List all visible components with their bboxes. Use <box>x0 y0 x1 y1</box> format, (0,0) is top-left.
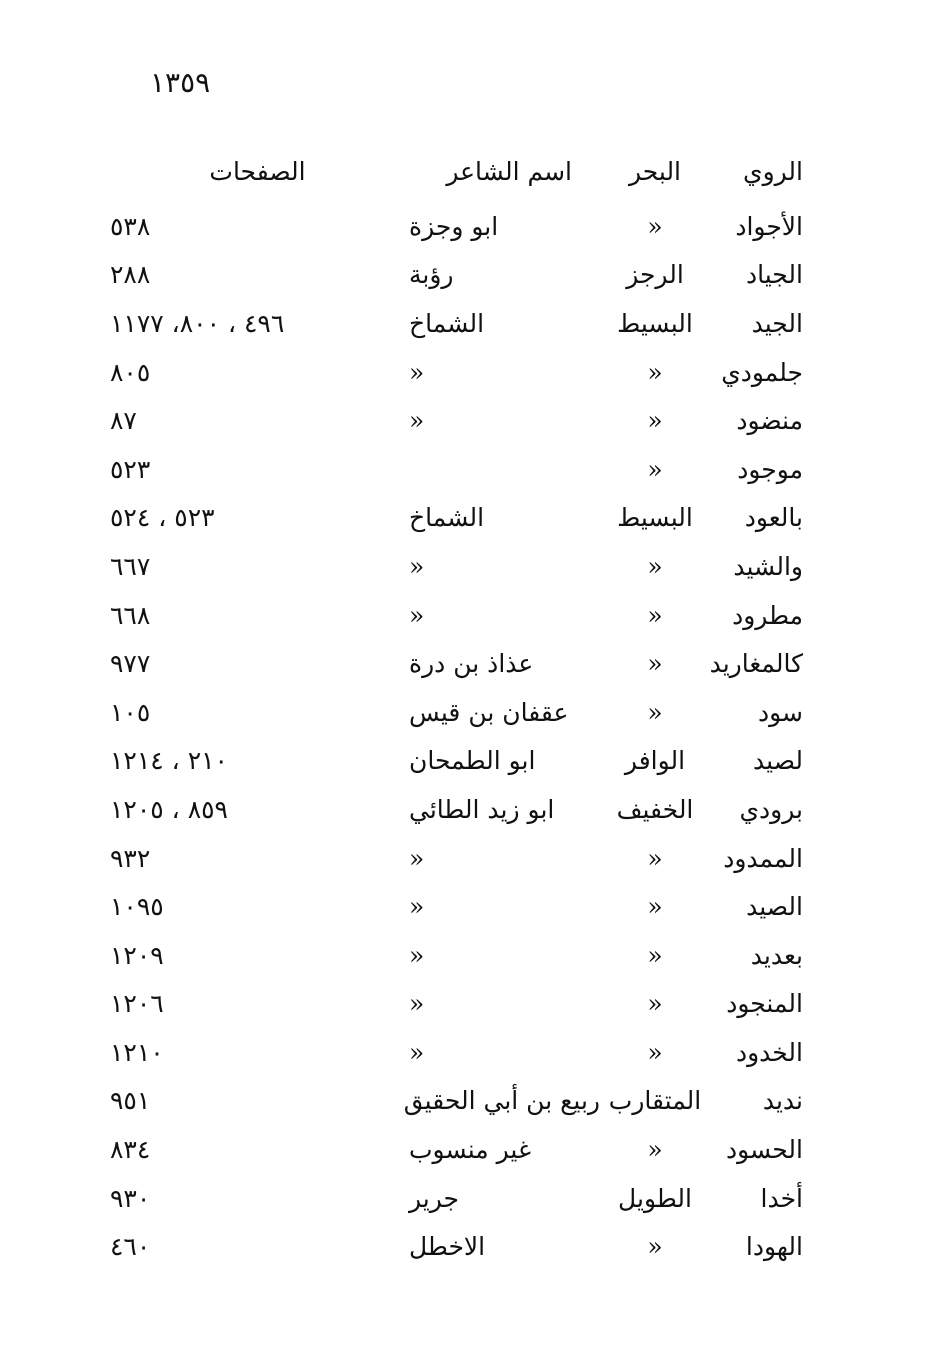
table-row <box>110 1125 815 1174</box>
pages-cell: ١٢١٠ <box>110 1037 164 1067</box>
table-row <box>110 1174 815 1223</box>
table-row <box>110 834 815 883</box>
meter-cell: البسيط <box>617 503 693 533</box>
pages-cell: ١٠٩٥ <box>110 892 164 922</box>
meter-cell: « <box>647 551 663 581</box>
meter-cell: « <box>647 406 663 436</box>
pages-cell: ٩٣٢ <box>110 843 151 873</box>
rawi-cell: أخدا <box>760 1183 803 1213</box>
table-row <box>110 542 815 591</box>
meter-cell: البسيط <box>617 308 693 338</box>
poet-cell: ربيع بن أبي الحقيق <box>403 1086 600 1116</box>
table-row <box>110 1222 815 1271</box>
rawi-cell: كالمغاريد <box>709 649 803 679</box>
rawi-cell: الحسود <box>725 1135 803 1165</box>
pages-cell: ١٠٥ <box>110 697 151 727</box>
pages-cell: ٥٢٣ <box>110 454 151 484</box>
header-poet: اسم الشاعر <box>446 156 572 186</box>
pages-cell: ٩٧٧ <box>110 649 151 679</box>
table-row <box>110 1077 815 1126</box>
table-row <box>110 785 815 834</box>
rawi-cell: الهودا <box>745 1232 803 1262</box>
poet-cell: الاخطل <box>409 1232 486 1262</box>
meter-cell: « <box>647 1037 663 1067</box>
rawi-cell: بعديد <box>750 940 803 970</box>
rawi-cell: مطرود <box>732 600 803 630</box>
poet-cell: عذاذ بن درة <box>409 649 534 679</box>
pages-cell: ٢٨٨ <box>110 260 151 290</box>
rawi-cell: برودي <box>739 794 803 824</box>
poet-cell: الشماخ <box>409 503 485 533</box>
table-row <box>110 251 815 300</box>
page-number: ١٣٥٩ <box>150 66 211 99</box>
table-row <box>110 299 815 348</box>
rawi-cell: بالعود <box>744 503 803 533</box>
meter-cell: « <box>647 454 663 484</box>
poet-cell: « <box>409 551 425 581</box>
meter-cell: « <box>647 600 663 630</box>
rawi-cell: المنجود <box>726 989 803 1019</box>
meter-cell: « <box>647 940 663 970</box>
poet-cell: « <box>409 940 425 970</box>
pages-cell: ٨٧ <box>110 406 137 436</box>
poet-cell: جرير <box>409 1183 459 1213</box>
table-row <box>110 688 815 737</box>
meter-cell: « <box>647 1135 663 1165</box>
header-rawi: الروي <box>743 156 803 186</box>
meter-cell: « <box>647 649 663 679</box>
pages-cell: ٨٥٩ ، ١٢٠٥ <box>110 794 228 824</box>
meter-cell: « <box>647 843 663 873</box>
pages-cell: ٥٢٣ ، ٥٢٤ <box>110 503 215 533</box>
rawi-cell: الصيد <box>746 892 803 922</box>
pages-cell: ٤٩٦ ، ٨٠٠، ١١٧٧ <box>110 308 285 338</box>
poet-cell: « <box>409 989 425 1019</box>
pages-cell: ١٢٠٦ <box>110 989 164 1019</box>
pages-cell: ٨٣٤ <box>110 1135 151 1165</box>
rawi-cell: موجود <box>737 454 803 484</box>
poet-cell: « <box>409 892 425 922</box>
poet-cell: « <box>409 1037 425 1067</box>
pages-cell: ٩٣٠ <box>110 1183 151 1213</box>
table-row <box>110 931 815 980</box>
rawi-cell: الخدود <box>735 1037 803 1067</box>
pages-cell: ١٢٠٩ <box>110 940 164 970</box>
rawi-cell: والشيد <box>733 551 803 581</box>
poet-cell: ابو زيد الطائي <box>409 794 555 824</box>
pages-cell: ٦٦٨ <box>110 600 151 630</box>
pages-cell: ٨٠٥ <box>110 357 151 387</box>
meter-cell: « <box>647 892 663 922</box>
poet-cell: « <box>409 406 425 436</box>
rawi-cell: جلمودي <box>721 357 803 387</box>
poet-cell: عقفان بن قيس <box>409 697 569 727</box>
poet-cell: ابو وجزة <box>409 211 499 241</box>
table-row <box>110 591 815 640</box>
meter-cell: المتقارب <box>608 1086 702 1116</box>
poet-cell: « <box>409 600 425 630</box>
pages-cell: ٥٣٨ <box>110 211 151 241</box>
table-row <box>110 980 815 1029</box>
rawi-cell: منضود <box>736 406 803 436</box>
table-row <box>110 202 815 251</box>
meter-cell: « <box>647 697 663 727</box>
pages-cell: ٤٦٠ <box>110 1232 151 1262</box>
poet-cell: « <box>409 357 425 387</box>
rawi-cell: الجياد <box>746 260 803 290</box>
meter-cell: « <box>647 1232 663 1262</box>
pages-cell: ٩٥١ <box>110 1086 151 1116</box>
pages-cell: ٦٦٧ <box>110 551 151 581</box>
table-row <box>110 1028 815 1077</box>
rawi-cell: الجيد <box>751 308 803 338</box>
table-row <box>110 445 815 494</box>
table-row <box>110 348 815 397</box>
meter-cell: « <box>647 357 663 387</box>
table-body <box>110 202 815 1271</box>
poet-cell <box>405 445 600 494</box>
rawi-cell: لصيد <box>753 746 803 776</box>
poet-cell: غير منسوب <box>409 1135 532 1165</box>
rawi-cell: سود <box>758 697 803 727</box>
meter-cell: الرجز <box>626 260 684 290</box>
table-row <box>110 494 815 543</box>
poet-cell: الشماخ <box>409 308 485 338</box>
table-row <box>110 396 815 445</box>
poet-cell: رؤبة <box>409 260 454 290</box>
meter-cell: « <box>647 211 663 241</box>
header-pages: الصفحات <box>209 156 306 186</box>
rawi-cell: نديد <box>762 1086 803 1116</box>
table-header-row <box>110 140 815 202</box>
poet-cell: ابو الطمحان <box>409 746 536 776</box>
meter-cell: الطويل <box>618 1183 692 1213</box>
table-row <box>110 882 815 931</box>
poet-cell: « <box>409 843 425 873</box>
meter-cell: الوافر <box>624 746 686 776</box>
table-row <box>110 639 815 688</box>
table-row <box>110 737 815 786</box>
meter-cell: الخفيف <box>616 794 694 824</box>
header-bahr: البحر <box>628 156 682 186</box>
rhyme-index-table <box>110 140 815 1271</box>
rawi-cell: الممدود <box>723 843 803 873</box>
pages-cell: ٢١٠ ، ١٢١٤ <box>110 746 228 776</box>
meter-cell: « <box>647 989 663 1019</box>
rawi-cell: الأجواد <box>735 211 803 241</box>
